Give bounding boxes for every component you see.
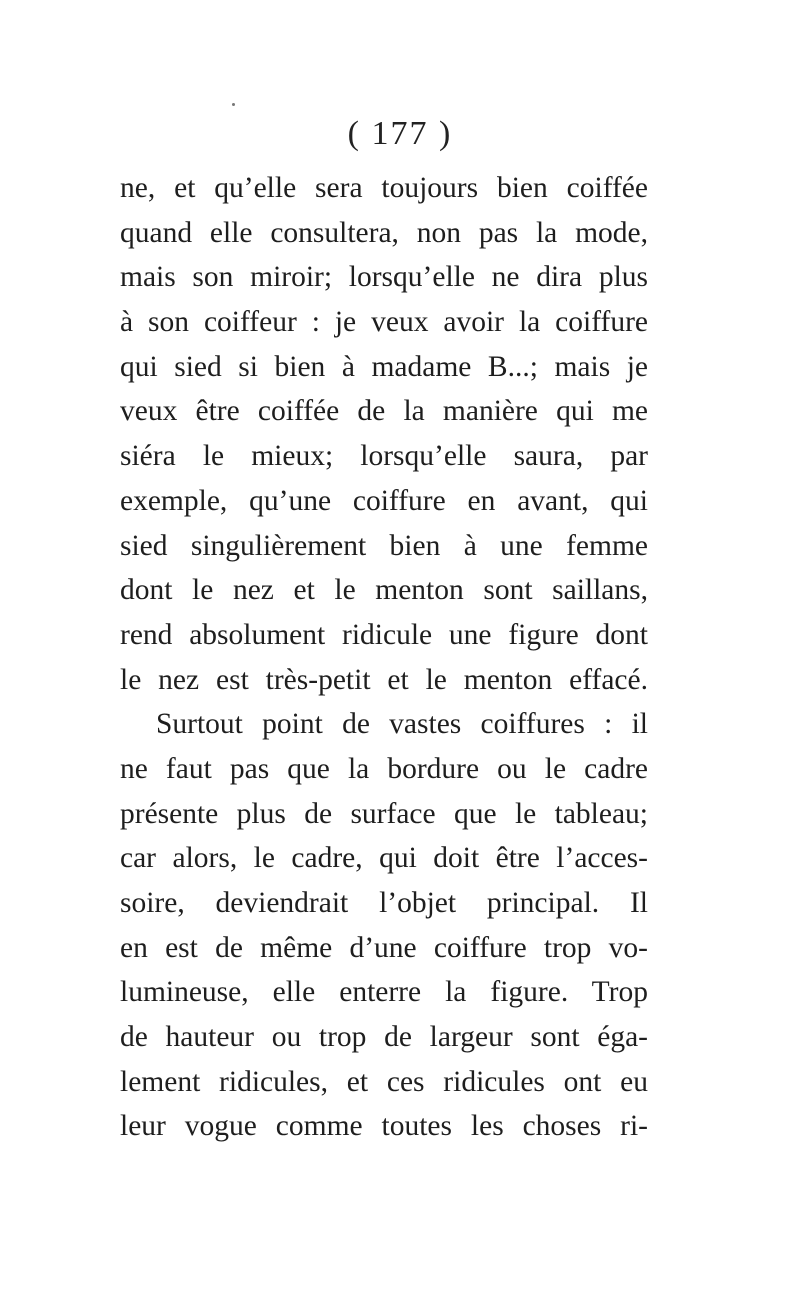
text-line: ne faut pas que la bordure ou le cadre (120, 752, 648, 785)
text-line: veux être coiffée de la manière qui me (120, 395, 648, 428)
text-line: siéra le mieux; lorsqu’elle saura, par (120, 440, 648, 473)
text-line: présente plus de surface que le tableau; (120, 797, 648, 830)
paragraph-start-line: Surtout point de vastes coiffures : il (156, 708, 648, 741)
text-line: quand elle consultera, non pas la mode, (120, 216, 648, 249)
text-line: à son coiffeur : je veux avoir la coiffure (120, 306, 648, 339)
text-line: sied singulièrement bien à une femme (120, 529, 648, 562)
text-line: exemple, qu’une coiffure en avant, qui (120, 484, 648, 517)
text-line: ne, et qu’elle sera toujours bien coiffée (120, 172, 648, 204)
text-line: lumineuse, elle enterre la figure. Trop (120, 976, 648, 1009)
body-text (120, 166, 648, 1149)
text-line: car alors, le cadre, qui doit être l’acces- (120, 842, 648, 875)
text-line: mais son miroir; lorsqu’elle ne dira plus (120, 261, 648, 294)
text-line: rend absolument ridicule une figure dont (120, 618, 648, 651)
paper-speck (232, 103, 235, 106)
text-line: leur vogue comme toutes les choses ri- (120, 1110, 648, 1143)
text-line: lement ridicules, et ces ridicules ont eu (120, 1065, 648, 1098)
text-line: de hauteur ou trop de largeur sont éga- (120, 1021, 648, 1054)
text-line: en est de même d’une coiffure trop vo- (120, 931, 648, 964)
text-line: soire, deviendrait l’objet principal. Il (120, 887, 648, 919)
text-line: qui sied si bien à madame B...; mais je (120, 350, 648, 383)
text-line: dont le nez et le menton sont saillans, (120, 574, 648, 607)
text-line: le nez est très-petit et le menton effacé. (120, 663, 648, 696)
page-number: ( 177 ) (347, 115, 453, 152)
